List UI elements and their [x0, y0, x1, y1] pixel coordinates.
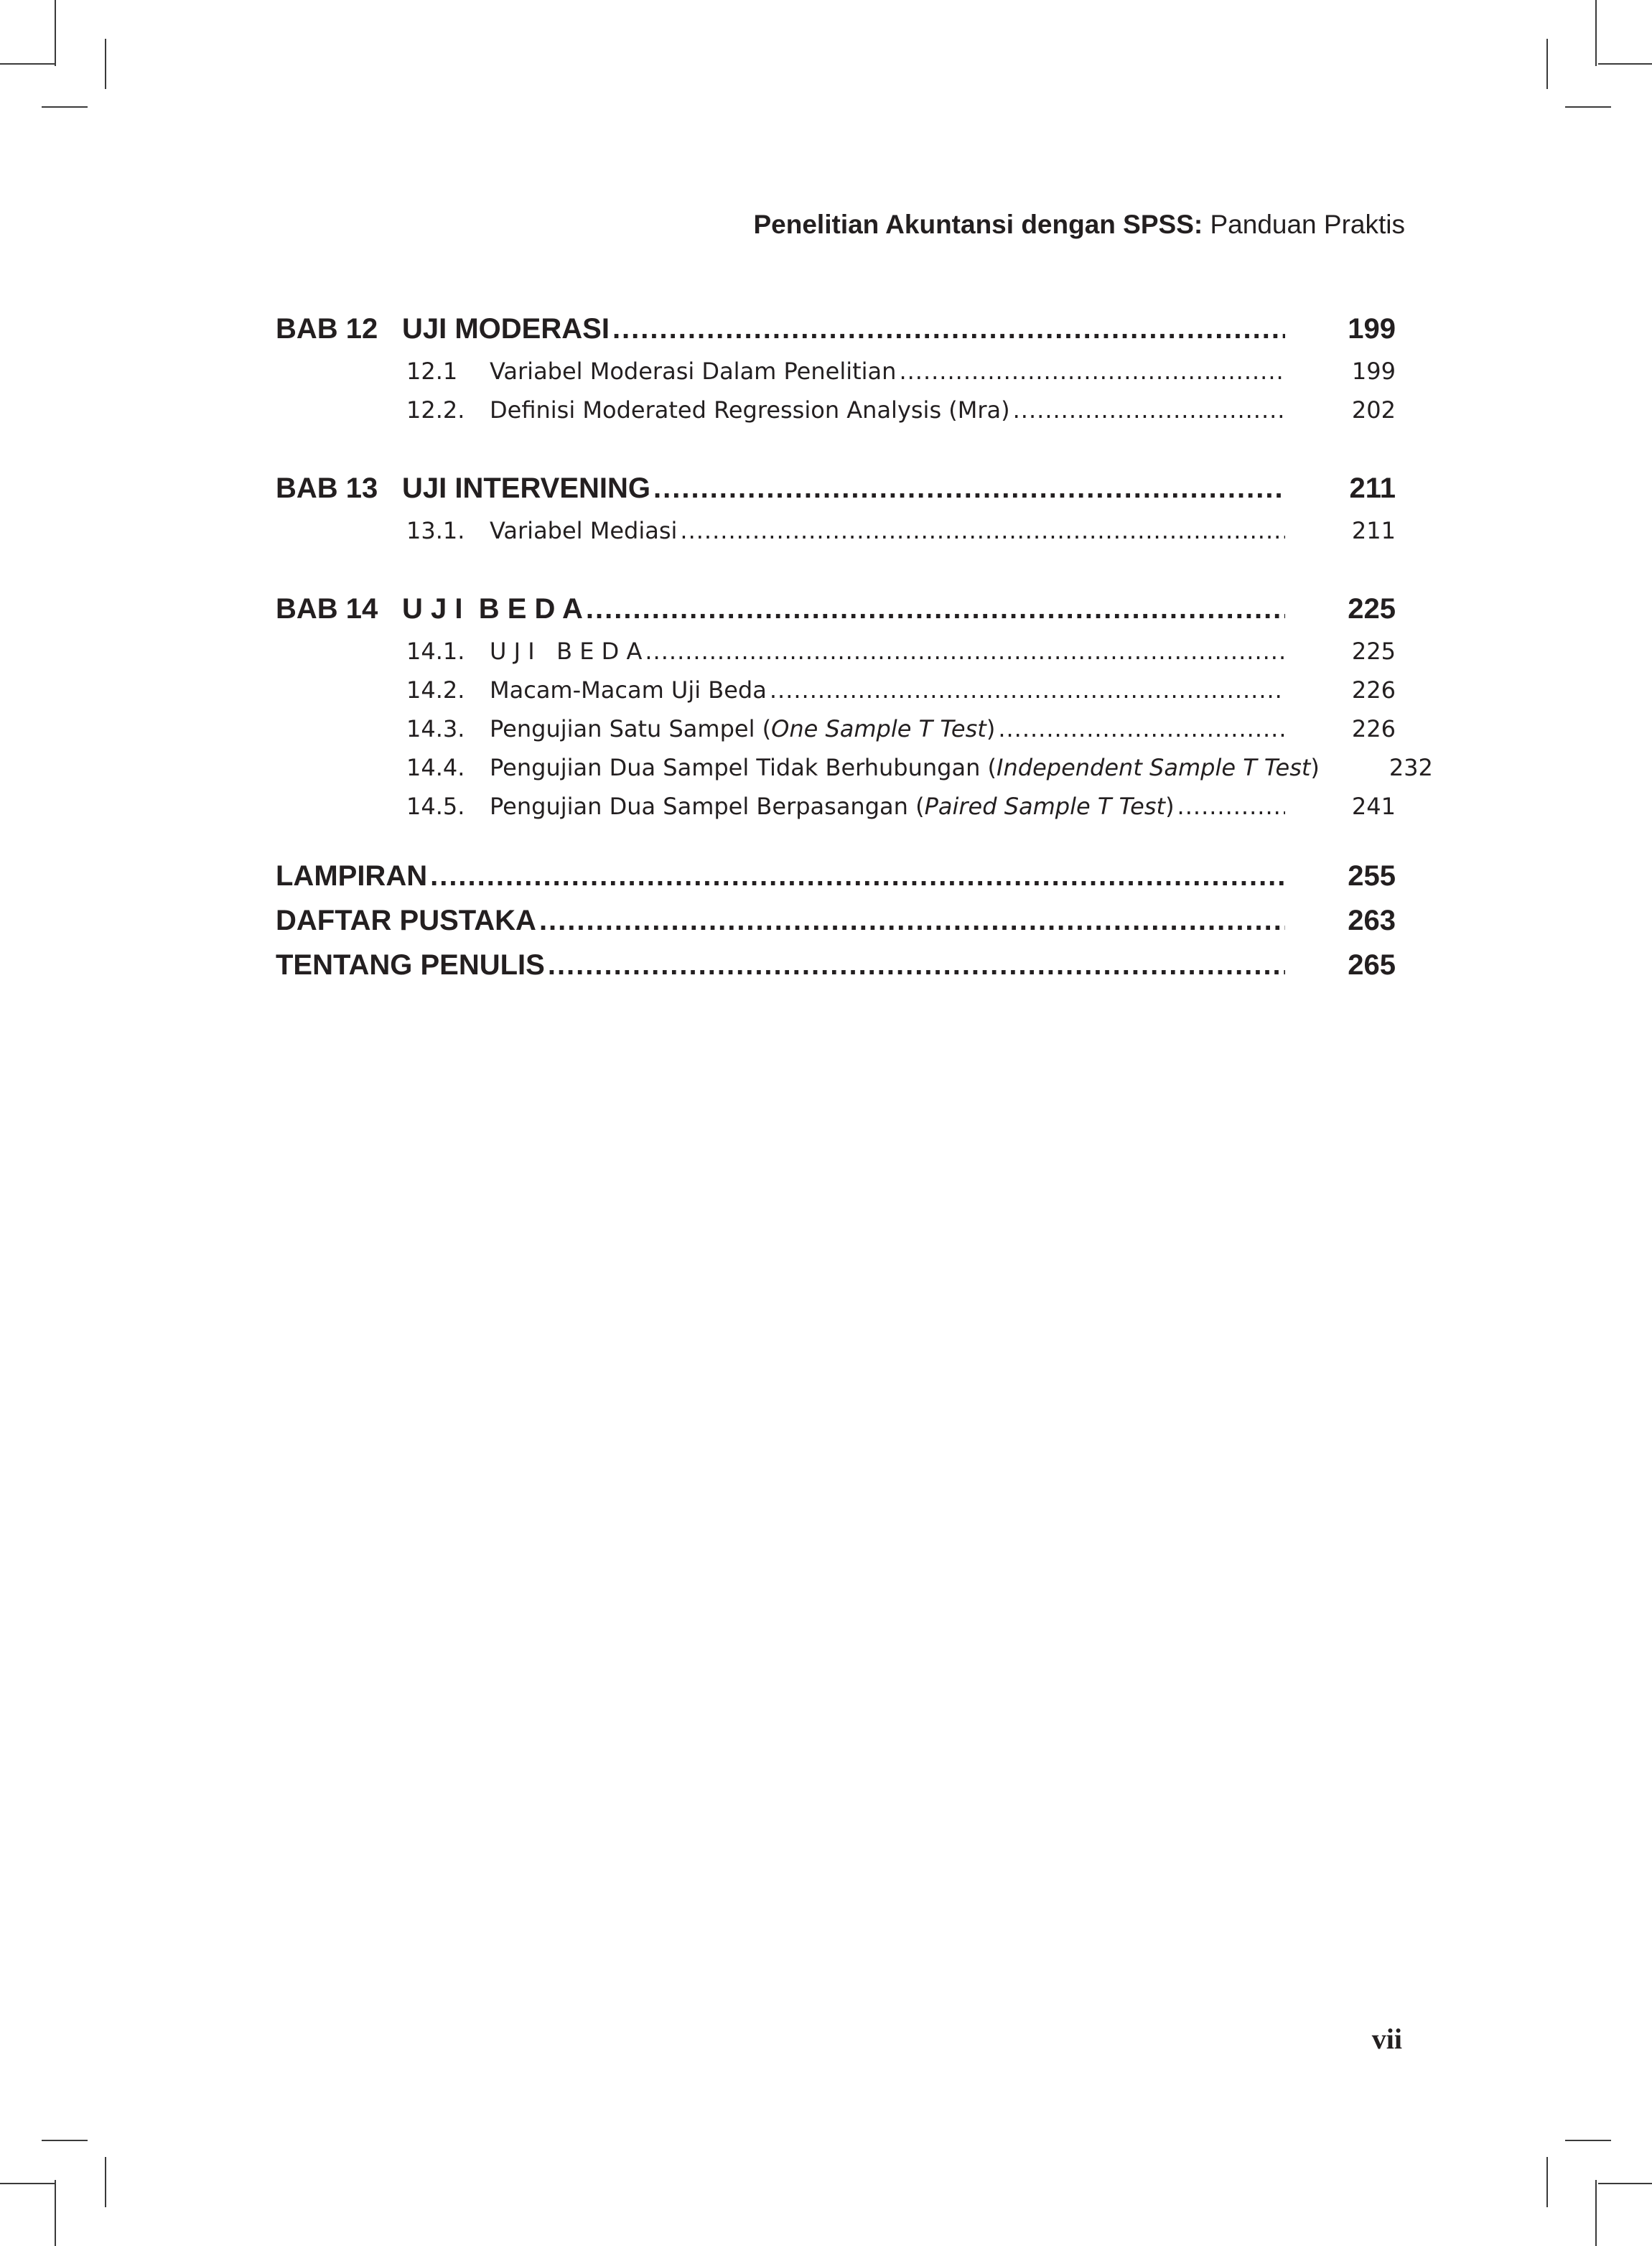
section-title-text: ): [986, 715, 996, 742]
section-page: 232: [1389, 754, 1433, 781]
section-number: 14.5.: [406, 793, 465, 820]
dot-leader: [770, 676, 1285, 704]
toc-back-matter: [276, 860, 1396, 994]
toc-section-entry[interactable]: [276, 358, 1396, 396]
dot-leader: [548, 949, 1285, 982]
crop-mark-icon: [42, 106, 88, 108]
toc-chapter-entry[interactable]: [276, 313, 1396, 358]
section-title: [490, 715, 995, 742]
section-number: 14.4.: [406, 754, 465, 781]
crop-mark-icon: [1595, 0, 1597, 66]
back-matter-title: DAFTAR PUSTAKA: [276, 905, 536, 936]
section-number: 14.3.: [406, 715, 465, 742]
chapter-title: UJI INTERVENING: [402, 472, 650, 504]
dot-leader: [645, 638, 1285, 665]
section-number: 14.2.: [406, 676, 465, 704]
section-page: 202: [1351, 396, 1396, 424]
section-title: Variabel Moderasi Dalam Penelitian: [490, 358, 897, 385]
crop-mark-icon: [1565, 2140, 1611, 2141]
crop-mark-icon: [0, 63, 55, 65]
toc-chapter-entry[interactable]: [276, 593, 1396, 638]
section-title-italic: Paired Sample T Test: [924, 793, 1166, 820]
section-page: 225: [1351, 638, 1396, 665]
crop-mark-icon: [105, 39, 106, 89]
running-head-subtitle: Panduan Praktis: [1210, 210, 1405, 239]
crop-mark-icon: [1598, 2183, 1652, 2184]
chapter-label: BAB 12: [276, 313, 378, 345]
section-page: 226: [1351, 715, 1396, 742]
toc-chapter-13: [276, 472, 1396, 556]
dot-leader: [1013, 396, 1285, 424]
chapter-page: 199: [1348, 313, 1396, 345]
section-title: Variabel Mediasi: [490, 517, 678, 544]
toc-section-entry[interactable]: [276, 517, 1396, 556]
section-title: Definisi Moderated Regression Analysis (Mra): [490, 396, 1010, 424]
section-title-italic: Independent Sample T Test: [997, 754, 1311, 781]
toc-section-entry[interactable]: [276, 754, 1433, 793]
chapter-label: BAB 13: [276, 472, 378, 504]
section-page: 241: [1351, 793, 1396, 820]
dot-leader: [430, 860, 1285, 893]
section-title: U J I B E D A: [490, 638, 643, 665]
crop-mark-icon: [55, 2180, 56, 2246]
section-number: 12.1: [406, 358, 458, 385]
toc-section-entry[interactable]: [276, 638, 1396, 676]
toc-section-entry[interactable]: [276, 396, 1396, 435]
dot-leader: [539, 905, 1285, 937]
section-title-text: ): [1310, 754, 1320, 781]
crop-mark-icon: [42, 2140, 88, 2141]
section-page: 226: [1351, 676, 1396, 704]
dot-leader: [680, 517, 1285, 544]
back-matter-title: LAMPIRAN: [276, 860, 428, 892]
back-matter-page: 255: [1348, 860, 1396, 892]
dot-leader: [998, 715, 1285, 742]
dot-leader: [899, 358, 1285, 385]
crop-mark-icon: [1598, 63, 1652, 65]
crop-mark-icon: [0, 2183, 55, 2184]
section-title-text: Pengujian Dua Sampel Tidak Berhubungan (: [490, 754, 997, 781]
chapter-page: 225: [1348, 593, 1396, 625]
running-head-book-title: Penelitian Akuntansi dengan SPSS:: [753, 210, 1203, 239]
toc-back-matter-entry[interactable]: [276, 905, 1396, 949]
section-number: 13.1.: [406, 517, 465, 544]
dot-leader: [1177, 793, 1285, 820]
crop-mark-icon: [55, 0, 56, 66]
section-title: [490, 793, 1175, 820]
back-matter-page: 263: [1348, 905, 1396, 936]
toc-section-entry[interactable]: [276, 715, 1396, 754]
chapter-title: UJI MODERASI: [402, 313, 610, 345]
back-matter-title: TENTANG PENULIS: [276, 949, 545, 981]
toc-back-matter-entry[interactable]: [276, 860, 1396, 905]
running-head: [754, 210, 1406, 240]
section-title: [490, 754, 1320, 781]
crop-mark-icon: [1546, 39, 1548, 89]
chapter-page: 211: [1349, 472, 1396, 504]
crop-mark-icon: [1565, 106, 1611, 108]
toc-section-entry[interactable]: [276, 676, 1396, 715]
back-matter-page: 265: [1348, 949, 1396, 981]
section-title-text: Pengujian Dua Sampel Berpasangan (: [490, 793, 925, 820]
table-of-contents: [276, 313, 1433, 994]
section-title-text: Pengujian Satu Sampel (: [490, 715, 772, 742]
chapter-title: U J I B E D A: [402, 593, 583, 625]
section-title-italic: One Sample T Test: [771, 715, 986, 742]
section-title: Macam-Macam Uji Beda: [490, 676, 767, 704]
dot-leader: [586, 593, 1285, 625]
dot-leader: [653, 472, 1285, 505]
section-number: 14.1.: [406, 638, 465, 665]
toc-section-entry[interactable]: [276, 793, 1396, 831]
toc-chapter-entry[interactable]: [276, 472, 1396, 517]
toc-chapter-14: [276, 593, 1433, 831]
toc-back-matter-entry[interactable]: [276, 949, 1396, 994]
chapter-label: BAB 14: [276, 593, 378, 625]
section-page: 199: [1351, 358, 1396, 385]
section-page: 211: [1351, 517, 1396, 544]
dot-leader: [612, 313, 1285, 345]
crop-mark-icon: [1546, 2157, 1548, 2207]
section-title-text: ): [1165, 793, 1175, 820]
page-number: vii: [1371, 2023, 1402, 2055]
crop-mark-icon: [105, 2157, 106, 2207]
section-number: 12.2.: [406, 396, 465, 424]
toc-chapter-12: [276, 313, 1396, 435]
crop-mark-icon: [1595, 2180, 1597, 2246]
